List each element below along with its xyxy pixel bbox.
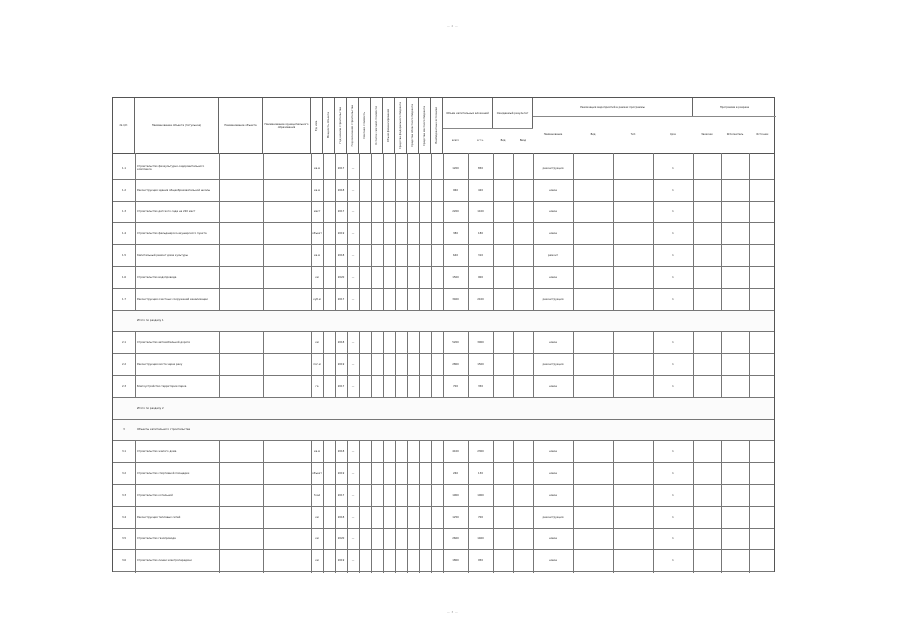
row-end-year: —: [351, 297, 355, 301]
row-total: 4100: [452, 450, 459, 454]
row-total: 960: [453, 188, 458, 192]
row-incl: 2100: [477, 297, 484, 301]
row-end-year: —: [351, 166, 355, 170]
row-number: [114, 398, 134, 419]
row-kind: новое: [549, 275, 557, 279]
row-start-year: 2019: [337, 363, 345, 367]
row-incl: 130: [478, 472, 483, 476]
row-start-year: 2018: [337, 341, 345, 345]
row-number: 3.4: [121, 515, 127, 519]
header-col-title: Наименование объекта (титульное): [135, 98, 219, 153]
row-start-year: [335, 398, 347, 419]
row-total: 5200: [452, 341, 459, 345]
row-kind: новое: [549, 210, 557, 214]
table-row: [113, 289, 774, 311]
row-kind: ремонт: [548, 254, 558, 258]
header-col-estimate-rest: Остаток сметной стоимости: [371, 98, 383, 153]
row-term: 1: [672, 254, 674, 258]
row-term: 1: [672, 188, 674, 192]
header-col-regional: Средства областного бюджета: [407, 98, 419, 153]
header-sub-executor: Исполнитель: [721, 116, 749, 153]
row-title: Объекты капитального строительства: [137, 428, 191, 432]
table-row: [113, 441, 774, 463]
row-number: 3.1: [121, 450, 127, 454]
row-number: 1.7: [121, 297, 127, 301]
row-incl: [468, 420, 493, 441]
row-kind: реконструкция: [542, 363, 564, 367]
header-col-extra: Внебюджетные источники: [431, 98, 443, 153]
row-incl: 310: [478, 254, 483, 258]
row-start-year: 2017: [337, 493, 345, 497]
table-row: [113, 332, 774, 354]
header-col-local: Средства местного бюджета: [419, 98, 431, 153]
row-incl: 1000: [477, 493, 484, 497]
row-incl: 420: [478, 188, 483, 192]
row-kind: [533, 398, 573, 419]
header-sub-customer: Заказчик: [693, 116, 721, 153]
header-sub-name: Наименование: [533, 116, 573, 153]
row-term: 1: [672, 166, 674, 170]
row-term: [653, 311, 693, 332]
table-row: [113, 398, 774, 420]
row-number: 3: [123, 428, 125, 432]
table-row: [113, 354, 774, 376]
header-col-number: № п/п: [113, 98, 135, 153]
row-incl: [468, 398, 493, 419]
row-kind: реконструкция: [542, 297, 564, 301]
header-group-investments: Объем капитальных вложений: [443, 98, 493, 128]
row-title: Благоустройство территории парка: [137, 384, 187, 388]
row-title: Реконструкция очистных сооружений канализации: [137, 297, 208, 301]
row-end-year: —: [351, 559, 355, 563]
row-number: 3.5: [121, 537, 127, 541]
row-total: 1250: [452, 515, 459, 519]
header-col-end-year: Год окончания строительства: [347, 98, 359, 153]
row-start-year: 2020: [337, 275, 345, 279]
row-incl: 700: [478, 515, 483, 519]
row-incl: 3000: [477, 341, 484, 345]
row-number: 3.2: [121, 472, 127, 476]
row-end-year: —: [351, 515, 355, 519]
row-term: 1: [672, 341, 674, 345]
row-start-year: 2019: [337, 232, 345, 236]
header-sub-incl: в т.ч.: [468, 128, 493, 153]
row-incl: 350: [478, 384, 483, 388]
table-row: [113, 529, 774, 551]
row-title: Реконструкция моста через реку: [137, 363, 183, 367]
row-title: Итого по разделу 2: [137, 406, 164, 410]
row-total: 260: [453, 472, 458, 476]
row-end-year: —: [351, 188, 355, 192]
row-unit: [311, 311, 323, 332]
row-start-year: [335, 420, 347, 441]
row-term: 1: [672, 450, 674, 454]
row-start-year: 2020: [337, 537, 345, 541]
table-row: [113, 267, 774, 289]
row-total: 3400: [452, 297, 459, 301]
row-kind: новое: [549, 341, 557, 345]
row-number: 3.6: [121, 559, 127, 563]
row-title: Строительство жилого дома: [137, 450, 177, 454]
header-group-implementation: Реализация мероприятий в рамках программы: [533, 98, 693, 116]
row-unit: объект: [312, 232, 322, 236]
row-number: 1.3: [121, 210, 127, 214]
row-title: Реконструкция здания общеобразовательной школы: [137, 188, 211, 192]
row-total: [443, 311, 468, 332]
row-term: 1: [672, 275, 674, 279]
row-incl: 180: [478, 232, 483, 236]
row-start-year: 2018: [337, 254, 345, 258]
row-end-year: —: [351, 363, 355, 367]
row-title: Строительство физкультурно-оздоровительного комплекса: [137, 165, 205, 172]
row-total: 2200: [452, 210, 459, 214]
header-col-municipality: Наименование муниципального образования: [263, 98, 311, 153]
row-number: 1.4: [121, 232, 127, 236]
row-end-year: —: [351, 341, 355, 345]
row-incl: 1100: [477, 210, 484, 214]
row-incl: 1400: [477, 537, 484, 541]
row-title: Строительство детского сада на 220 мест: [137, 210, 196, 214]
row-term: [653, 420, 693, 441]
row-incl: 2300: [477, 450, 484, 454]
row-kind: новое: [549, 384, 557, 388]
table-header: [113, 98, 774, 154]
row-title: Строительство газопровода: [137, 537, 176, 541]
header-sub-category: Тип: [613, 116, 653, 153]
row-start-year: 2017: [337, 384, 345, 388]
row-kind: реконструкция: [542, 515, 564, 519]
row-start-year: 2017: [337, 166, 345, 170]
header-col-start-year: Год начала строительства: [335, 98, 347, 153]
row-title: Строительство линии электропередачи: [137, 559, 192, 563]
table-row: [113, 311, 774, 333]
row-kind: новое: [549, 493, 557, 497]
row-number: 1.2: [121, 188, 127, 192]
row-title: Строительство водопровода: [137, 275, 177, 279]
row-total: 640: [453, 254, 458, 258]
header-sub-kind: Вид: [493, 128, 513, 153]
table-row: [113, 245, 774, 267]
row-total: 1500: [452, 275, 459, 279]
row-total: 380: [453, 232, 458, 236]
row-kind: реконструкция: [542, 166, 564, 170]
header-sub-type: Вид: [573, 116, 613, 153]
row-total: 1800: [452, 559, 459, 563]
table-row: [113, 158, 774, 180]
table-row: [113, 420, 774, 442]
row-title: Строительство фельдшерско-акушерского пункта: [137, 232, 207, 236]
header-sub-term: Срок: [653, 116, 693, 153]
table-row: [113, 223, 774, 245]
row-kind: новое: [549, 450, 557, 454]
row-unit: кв.м: [314, 166, 320, 170]
row-number: 3.3: [121, 493, 127, 497]
row-kind: новое: [549, 559, 557, 563]
header-col-estimate: Сметная стоимость: [359, 98, 371, 153]
row-end-year: —: [351, 384, 355, 388]
row-start-year: 2017: [337, 297, 345, 301]
row-end-year: —: [351, 210, 355, 214]
row-total: 1200: [452, 166, 459, 170]
row-kind: [533, 420, 573, 441]
page-number-bottom: — 3 —: [446, 610, 459, 614]
header-sub-total: всего: [443, 128, 468, 153]
row-number: [114, 311, 134, 332]
row-title: Капитальный ремонт дома культуры: [137, 254, 188, 258]
row-unit: га: [315, 384, 319, 388]
row-end-year: —: [351, 493, 355, 497]
header-col-unit: Ед. изм.: [311, 98, 323, 153]
row-unit: км: [315, 537, 319, 541]
row-term: 1: [672, 363, 674, 367]
table-row: [113, 180, 774, 202]
row-title: Строительство спортивной площадки: [137, 472, 190, 476]
row-start-year: 2019: [337, 472, 345, 476]
row-unit: куб.м: [313, 297, 321, 301]
table-row: [113, 485, 774, 507]
row-unit: Гкал: [313, 493, 321, 497]
row-unit: км: [315, 559, 319, 563]
row-end-year: —: [351, 537, 355, 541]
row-unit: кв.м: [314, 188, 320, 192]
header-col-federal: Средства федерального бюджета: [395, 98, 407, 153]
row-incl: 900: [478, 275, 483, 279]
row-number: 1.6: [121, 275, 127, 279]
row-unit: км: [315, 341, 319, 345]
row-start-year: [335, 311, 347, 332]
row-start-year: 2018: [337, 450, 345, 454]
row-term: [653, 398, 693, 419]
row-total: 2800: [452, 363, 459, 367]
row-start-year: 2017: [337, 210, 345, 214]
row-end-year: —: [351, 254, 355, 258]
row-number: 2.2: [121, 363, 127, 367]
row-unit: кв.м: [314, 254, 320, 258]
row-end-year: —: [351, 450, 355, 454]
row-end-year: [347, 398, 359, 419]
row-end-year: [347, 420, 359, 441]
row-start-year: 2018: [337, 515, 345, 519]
header-group-program: Программа в разрезе: [719, 105, 750, 109]
row-total: 2600: [452, 537, 459, 541]
row-unit: пог.м: [313, 363, 321, 367]
row-term: 1: [672, 472, 674, 476]
table-row: [113, 550, 774, 572]
row-incl: 850: [478, 166, 483, 170]
row-incl: 1500: [477, 363, 484, 367]
row-total: [443, 398, 468, 419]
row-term: 1: [672, 537, 674, 541]
row-kind: новое: [549, 472, 557, 476]
row-term: 1: [672, 559, 674, 563]
header-sub-source: Источник: [749, 116, 776, 153]
table-row: [113, 202, 774, 224]
row-number: 2.3: [121, 384, 127, 388]
row-number: 1.5: [121, 254, 127, 258]
row-title: Строительство котельной: [137, 493, 173, 497]
row-title: Реконструкция тепловых сетей: [137, 515, 181, 519]
table-row: [113, 463, 774, 485]
row-total: 1900: [452, 493, 459, 497]
header-col-capacity: Мощность объекта: [323, 98, 335, 153]
row-term: 1: [672, 232, 674, 236]
row-unit: мест: [313, 210, 321, 214]
row-end-year: —: [351, 232, 355, 236]
row-title: Итого по разделу 1: [137, 319, 164, 323]
row-kind: новое: [549, 188, 557, 192]
row-number: 2.1: [121, 341, 127, 345]
header-col-funding: Объем финансирования: [383, 98, 395, 153]
header-sub-commission: Ввод: [513, 128, 533, 153]
row-total: 700: [453, 384, 458, 388]
row-term: 1: [672, 515, 674, 519]
table-row: [113, 376, 774, 398]
row-unit: [311, 398, 323, 419]
header-group-result: Ожидаемый результат: [493, 98, 533, 128]
header-col-object: Наименование объекта: [219, 98, 263, 153]
row-unit: [311, 420, 323, 441]
row-end-year: —: [351, 275, 355, 279]
row-term: 1: [672, 384, 674, 388]
row-start-year: 2019: [337, 559, 345, 563]
row-term: 1: [672, 493, 674, 497]
row-title: Строительство автомобильной дороги: [137, 341, 191, 345]
document-table: [112, 97, 775, 572]
row-unit: объект: [312, 472, 322, 476]
row-term: 1: [672, 297, 674, 301]
row-incl: 950: [478, 559, 483, 563]
table-row: [113, 507, 774, 529]
row-total: [443, 420, 468, 441]
row-end-year: —: [351, 472, 355, 476]
page-number-top: — 2 —: [446, 24, 459, 28]
row-unit: км: [315, 515, 319, 519]
row-incl: [468, 311, 493, 332]
row-unit: км: [315, 275, 319, 279]
row-start-year: 2018: [337, 188, 345, 192]
row-number: 1.1: [121, 166, 127, 170]
row-kind: новое: [549, 537, 557, 541]
row-end-year: [347, 311, 359, 332]
row-kind: [533, 311, 573, 332]
row-unit: кв.м: [314, 450, 320, 454]
row-term: 1: [672, 210, 674, 214]
row-kind: новое: [549, 232, 557, 236]
